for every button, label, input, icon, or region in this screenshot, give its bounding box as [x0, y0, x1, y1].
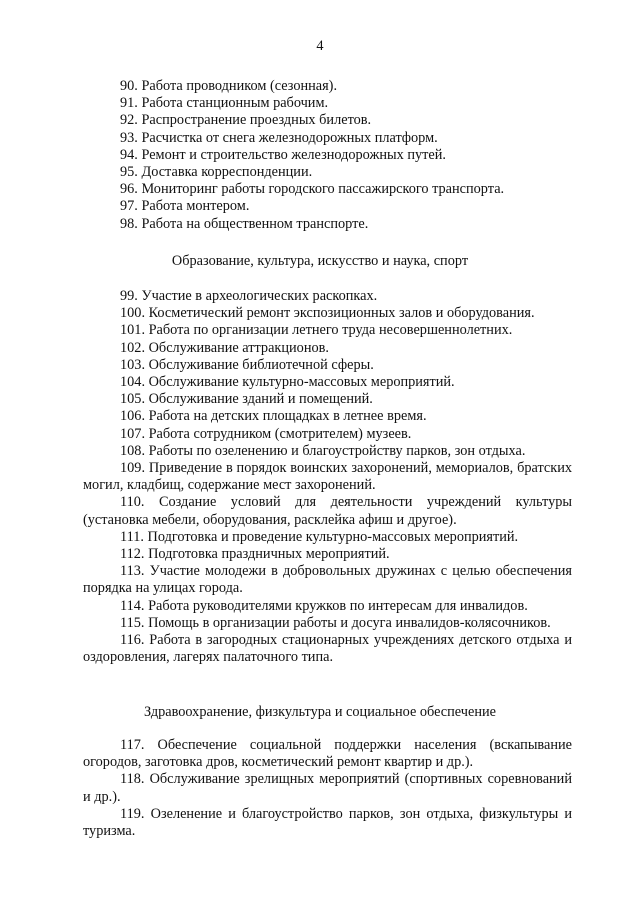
list-item: 114. Работа руководителями кружков по интересам для инвалидов.	[120, 597, 528, 614]
list-item: 94. Ремонт и строительство железнодорожных путей.	[120, 146, 446, 163]
list-item: 97. Работа монтером.	[120, 198, 250, 215]
list-item: 112. Подготовка праздничных мероприятий.	[120, 546, 390, 563]
list-item: 100. Косметический ремонт экспозиционных залов и оборудования.	[120, 305, 535, 322]
education-items-list	[0, 288, 640, 666]
list-item: 101. Работа по организации летнего труда несовершеннолетних.	[120, 322, 513, 339]
list-item: 117. Обеспечение социальной поддержки населения (вскапывание огородов, заготовка дров, косметический ремонт квартир и др.).	[83, 737, 572, 771]
list-item: 108. Работы по озеленению и благоустройству парков, зон отдыха.	[120, 442, 526, 459]
section-heading-health: Здравоохранение, физкультура и социальное обеспечение	[144, 704, 496, 720]
list-item: 99. Участие в археологических раскопках.	[120, 288, 378, 304]
health-items-list	[0, 737, 640, 840]
list-item: 118. Обслуживание зрелищных мероприятий (спортивных соревнований и др.).	[83, 771, 572, 805]
list-item: 113. Участие молодежи в добровольных дружинах с целью обеспечения порядка на улицах города.	[83, 563, 572, 597]
list-item: 90. Работа проводником (сезонная).	[120, 78, 338, 94]
list-item: 106. Работа на детских площадках в летнее время.	[120, 408, 427, 425]
transport-items-list	[0, 78, 640, 233]
list-item: 109. Приведение в порядок воинских захоронений, мемориалов, братских могил, кладбищ, содержание мест захоронений.	[83, 460, 572, 494]
page-number: 4	[316, 38, 324, 54]
list-item: 110. Создание условий для деятельности учреждений культуры (установка мебели, оборудования, расклейка афиш и другое).	[83, 494, 572, 528]
section-heading-education: Образование, культура, искусство и наука, спорт	[171, 253, 469, 269]
list-item: 102. Обслуживание аттракционов.	[120, 339, 329, 356]
list-item: 96. Мониторинг работы городского пассажирского транспорта.	[120, 181, 505, 198]
list-item: 119. Озеленение и благоустройство парков, зон отдыха, физкультуры и туризма.	[83, 805, 572, 840]
list-item: 104. Обслуживание культурно-массовых мероприятий.	[120, 374, 455, 391]
list-item: 105. Обслуживание зданий и помещений.	[120, 391, 373, 408]
list-item: 111. Подготовка и проведение культурно-массовых мероприятий.	[120, 528, 519, 545]
list-item: 93. Расчистка от снега железнодорожных платформ.	[120, 129, 438, 146]
list-item: 116. Работа в загородных стационарных учреждениях детского отдыха и оздоровления, лагерях палаточного типа.	[83, 632, 572, 666]
list-item: 107. Работа сотрудником (смотрителем) музеев.	[120, 425, 412, 442]
list-item: 91. Работа станционным рабочим.	[120, 95, 329, 112]
list-item: 95. Доставка корреспонденции.	[120, 164, 313, 181]
list-item: 115. Помощь в организации работы и досуга инвалидов-колясочников.	[120, 614, 551, 631]
list-item: 103. Обслуживание библиотечной сферы.	[120, 356, 374, 373]
list-item: 98. Работа на общественном транспорте.	[120, 215, 369, 232]
list-item: 92. Распространение проездных билетов.	[120, 112, 372, 129]
